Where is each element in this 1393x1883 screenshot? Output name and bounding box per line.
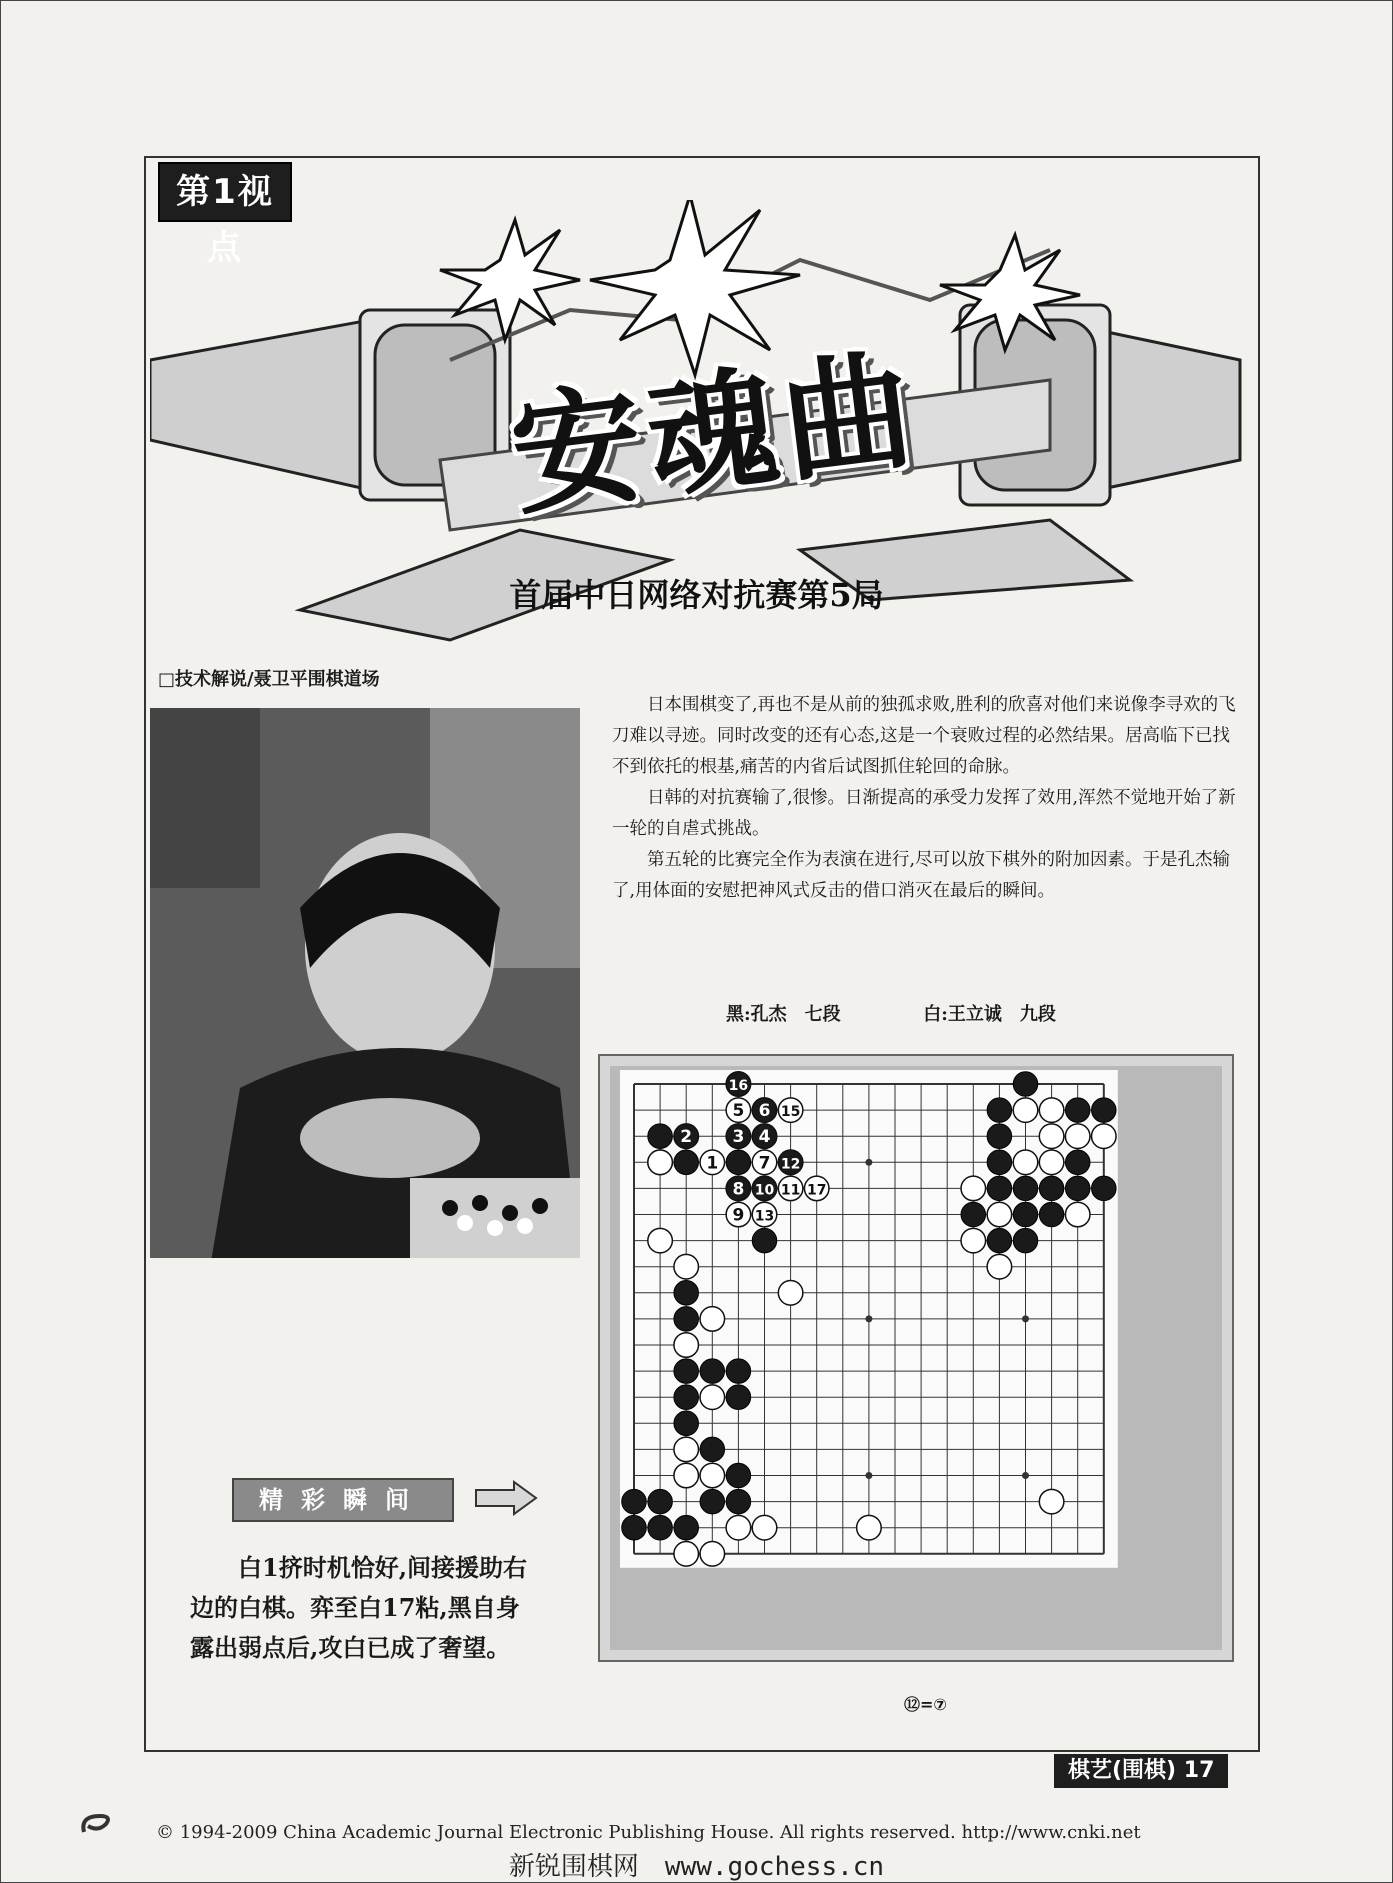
white-stone — [674, 1333, 699, 1358]
black-stone — [674, 1359, 699, 1384]
white-stone — [1039, 1150, 1064, 1175]
black-stone — [987, 1150, 1012, 1175]
black-player: 黑:孔杰 七段 — [726, 1004, 841, 1025]
white-stone — [674, 1254, 699, 1279]
article-paragraph: 日本围棋变了,再也不是从前的独孤求败,胜利的欣喜对他们来说像李寻欢的飞刀难以寻迹。同时改变的还有心态,这是一个衰败过程的必然结果。居高临下已找不到依托的根基,痛苦的内省后试图抓住轮回的命脉。 — [612, 695, 1236, 777]
white-player: 白:王立诚 九段 — [923, 1004, 1056, 1025]
white-stone — [700, 1542, 725, 1567]
black-stone — [674, 1411, 699, 1436]
black-stone — [674, 1515, 699, 1540]
black-stone — [1065, 1098, 1090, 1123]
white-stone — [700, 1385, 725, 1410]
black-stone — [1092, 1098, 1117, 1123]
move-number: 17 — [806, 1182, 827, 1199]
black-stone — [1013, 1176, 1038, 1201]
magazine-badge: 棋艺(围棋) 17 — [1054, 1754, 1228, 1788]
black-stone — [700, 1437, 725, 1462]
copyright-line: © 1994-2009 China Academic Journal Electronic Publishing House. All rights reserved. http://www.cnki.net — [156, 1822, 1141, 1843]
white-stone — [961, 1176, 986, 1201]
star-point — [865, 1159, 872, 1166]
article-body — [612, 690, 1242, 907]
white-stone — [1092, 1124, 1117, 1149]
move-number: 5 — [732, 1101, 745, 1122]
black-stone — [1013, 1228, 1038, 1253]
move-number: 6 — [758, 1101, 771, 1122]
black-stone — [648, 1515, 673, 1540]
white-stone — [674, 1463, 699, 1488]
highlight-comment-text: 白1挤时机恰好,间接援助右边的白棋。弈至白17粘,黑自身露出弱点后,攻白已成了奢望。 — [190, 1553, 528, 1662]
black-stone — [648, 1124, 673, 1149]
black-stone — [987, 1098, 1012, 1123]
site-watermark: 新锐围棋网 www.gochess.cn — [508, 1852, 885, 1882]
black-stone — [726, 1359, 751, 1384]
move-number: 4 — [758, 1127, 771, 1148]
move-number: 13 — [754, 1208, 775, 1225]
highlight-label: 精彩瞬间 — [232, 1478, 454, 1522]
move-number: 2 — [680, 1127, 693, 1148]
star-point — [1022, 1315, 1029, 1322]
white-stone — [987, 1202, 1012, 1227]
move-number: 7 — [758, 1153, 771, 1174]
white-stone — [726, 1515, 751, 1540]
white-stone — [674, 1437, 699, 1462]
black-stone — [961, 1202, 986, 1227]
black-stone — [1092, 1176, 1117, 1201]
black-stone — [1065, 1176, 1090, 1201]
highlight-comment — [190, 1548, 540, 1668]
black-stone — [674, 1281, 699, 1306]
white-stone — [648, 1228, 673, 1253]
black-stone — [1039, 1202, 1064, 1227]
move-number: 12 — [780, 1156, 801, 1173]
white-stone — [1013, 1098, 1038, 1123]
black-stone — [622, 1489, 647, 1514]
move-number: 16 — [728, 1078, 749, 1094]
section-tag: 第1视点 — [158, 162, 292, 222]
move-number: 3 — [732, 1127, 745, 1148]
move-number: 8 — [732, 1179, 745, 1200]
white-stone — [778, 1281, 803, 1306]
black-stone — [700, 1359, 725, 1384]
white-stone — [1065, 1124, 1090, 1149]
black-stone — [1039, 1176, 1064, 1201]
byline: □技术解说/聂卫平围棋道场 — [158, 669, 380, 690]
white-stone — [987, 1254, 1012, 1279]
black-stone — [752, 1228, 777, 1253]
white-stone — [1065, 1202, 1090, 1227]
white-stone — [752, 1515, 777, 1540]
black-stone — [726, 1463, 751, 1488]
move-number: 15 — [780, 1104, 801, 1121]
black-stone — [674, 1307, 699, 1332]
player-photo — [150, 708, 580, 1258]
arrow-icon — [474, 1480, 538, 1516]
white-stone — [1039, 1098, 1064, 1123]
white-stone — [1039, 1124, 1064, 1149]
black-stone — [726, 1385, 751, 1410]
white-stone — [648, 1150, 673, 1175]
cnki-logo-icon — [76, 1812, 122, 1838]
move-number: 9 — [732, 1205, 745, 1226]
black-stone — [987, 1124, 1012, 1149]
move-number: 1 — [706, 1153, 719, 1174]
black-stone — [674, 1150, 699, 1175]
article-paragraph: 第五轮的比赛完全作为表演在进行,尽可以放下棋外的附加因素。于是孔杰输了,用体面的安慰把神风式反击的借口消灭在最后的瞬间。 — [612, 850, 1231, 901]
banner-subtitle: 首届中日网络对抗赛第5局 — [509, 576, 884, 614]
white-stone — [857, 1515, 882, 1540]
star-point — [1022, 1472, 1029, 1479]
black-stone — [648, 1489, 673, 1514]
star-point — [865, 1315, 872, 1322]
white-stone — [961, 1228, 986, 1253]
black-stone — [726, 1489, 751, 1514]
diagram-caption: ⑫=⑦ — [904, 1695, 947, 1714]
black-stone — [726, 1150, 751, 1175]
white-stone — [700, 1463, 725, 1488]
move-number: 10 — [754, 1182, 775, 1199]
banner-title: 安魂曲 — [503, 333, 927, 534]
move-number: 11 — [780, 1182, 801, 1199]
black-stone — [987, 1228, 1012, 1253]
black-stone — [1065, 1150, 1090, 1175]
go-board — [598, 1054, 1230, 1658]
star-point — [865, 1472, 872, 1479]
white-stone — [700, 1307, 725, 1332]
black-stone — [1013, 1072, 1038, 1097]
white-stone — [1013, 1150, 1038, 1175]
black-stone — [987, 1176, 1012, 1201]
article-paragraph: 日韩的对抗赛输了,很惨。日渐提高的承受力发挥了效用,浑然不觉地开始了新一轮的自虐式挑战。 — [612, 788, 1236, 839]
black-stone — [622, 1515, 647, 1540]
black-stone — [1013, 1202, 1038, 1227]
players-line — [726, 1000, 1056, 1026]
white-stone — [674, 1542, 699, 1567]
black-stone — [700, 1489, 725, 1514]
white-stone — [1039, 1489, 1064, 1514]
black-stone — [674, 1385, 699, 1410]
